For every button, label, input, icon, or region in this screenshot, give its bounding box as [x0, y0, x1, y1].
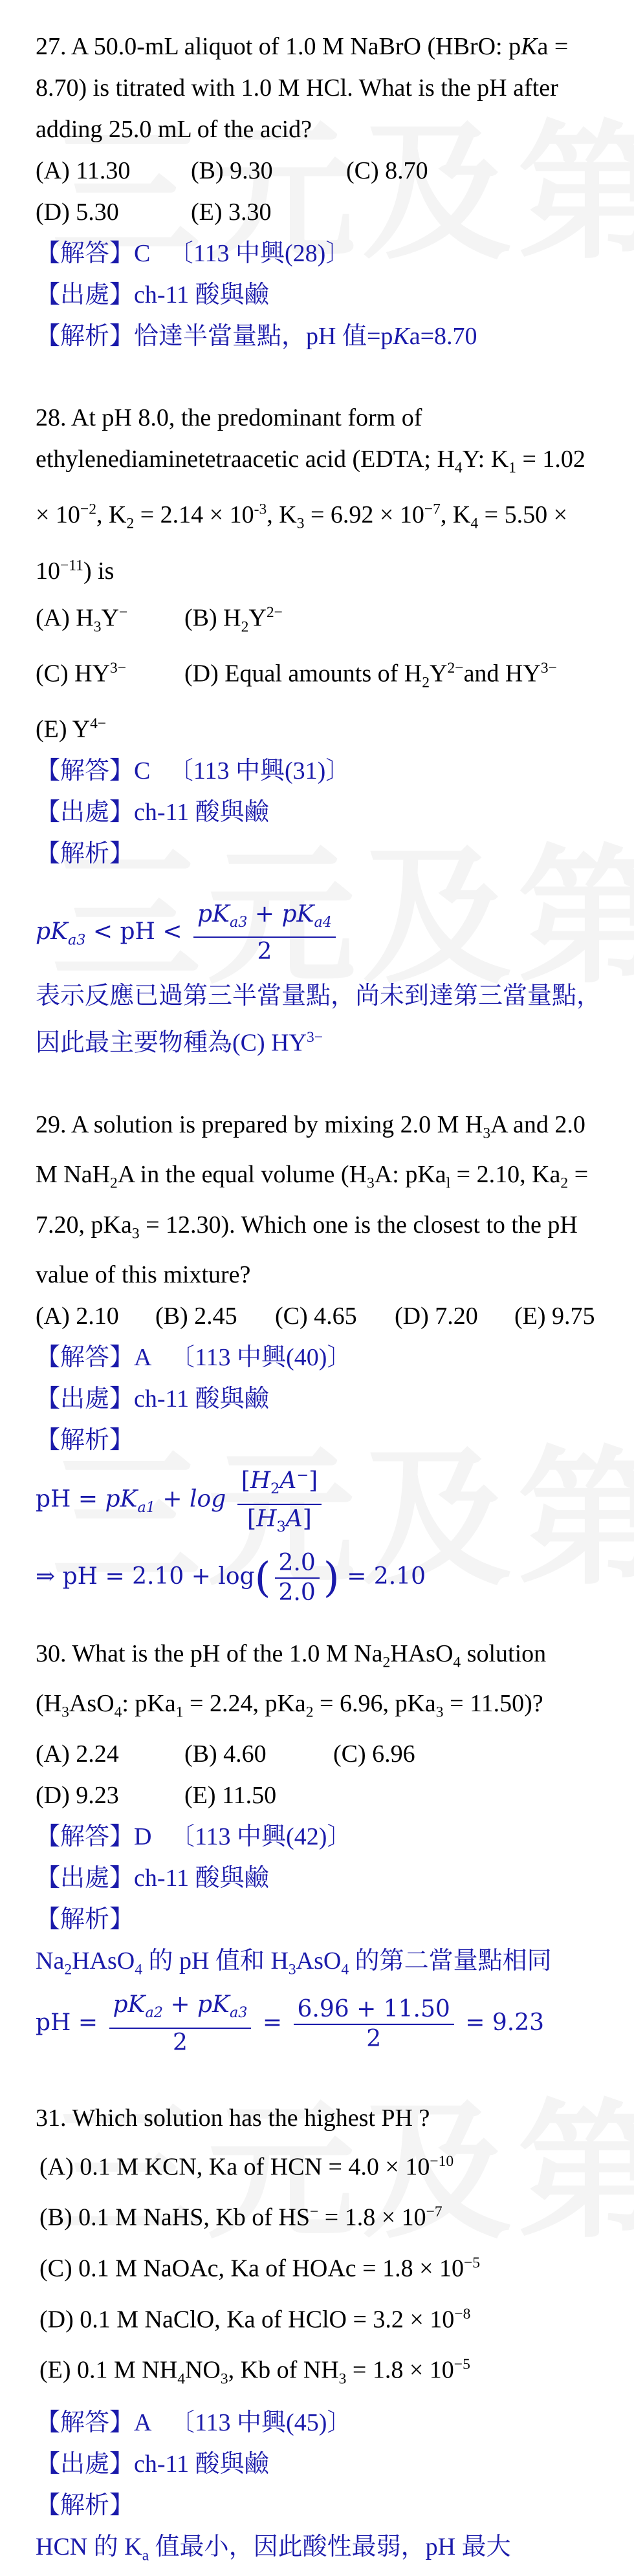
option: (E) 3.30	[191, 191, 272, 233]
eq-result: = 2.10	[347, 1563, 426, 1590]
option: (C) 0.1 M NaOAc, Ka of HOAc = $1.8 \times 10^{-5}$	[39, 2240, 605, 2291]
chapter: ch-11 酸與鹼	[134, 2451, 269, 2478]
source-label: 【出處】	[36, 1865, 134, 1892]
source-label: 【出處】	[36, 1385, 134, 1412]
analysis-label: 【解析】	[36, 1899, 605, 1940]
source-line	[36, 1857, 605, 1899]
option: (D) 5.30	[36, 191, 191, 233]
source-line	[36, 792, 605, 833]
source-line	[36, 2443, 605, 2485]
answer-line	[36, 1337, 605, 1378]
options-30	[36, 1733, 605, 1816]
option: (B) 0.1 M NaHS, Kb of $HS^- = 1.8 \times 10^{-7}$	[39, 2189, 605, 2240]
answer-value: D	[134, 1823, 151, 1850]
equation-henderson-result: ⇒ pH = 2.10 + log( $\frac{2.0}{2.0}$ ) = 2.10	[36, 1541, 605, 1614]
option: (B) 9.30	[191, 150, 346, 191]
exam-ref: 〔113 中興(28)〕	[169, 240, 350, 267]
exam-ref: 〔113 中興(45)〕	[170, 2409, 351, 2436]
option: (D) 9.23	[36, 1775, 184, 1816]
option: (A) 0.1 M KCN, Ka of HCN = $4.0 \times 10^{-10}$	[39, 2139, 605, 2190]
options-27	[36, 150, 605, 233]
question-28-text: 28. At pH 8.0, the predominant form of ethylenediaminetetraacetic acid (EDTA; $H_4Y$: $K_1 = 1.02 \times 10^{-2}$, $K_2 = 2.14 \times 10^{-3}$, $K_3 = 6.92 \times 10^{-7}$, $K_4 = 5.50 \times 10^{-11}$) is	[36, 404, 585, 585]
answer-label: 【解答】	[36, 1344, 134, 1371]
eq-den: 2.0	[275, 1579, 320, 1607]
option: (B) 2.45	[155, 1295, 275, 1337]
eq-den: 2	[362, 2025, 385, 2053]
question-29	[36, 1104, 605, 1296]
equation-henderson: pH = $pK_{a1} + \log$ $\frac{[H_2A^-]}{[H_3A]}$	[36, 1461, 605, 1541]
analysis-label: 【解析】	[36, 833, 605, 874]
question-30-text: 30. What is the pH of the 1.0 M $Na_2HAsO_4$ solution ($H_3AsO_4$: pKa$_1$ = 2.24, pKa$_2$ = 6.96, pKa$_3$ = 11.50)?	[36, 1640, 546, 1718]
source-line	[36, 274, 605, 316]
answer-value: A	[134, 2409, 151, 2436]
exam-ref: 〔113 中興(31)〕	[169, 757, 350, 785]
eq-result: = 9.23	[465, 2009, 544, 2036]
analysis-line	[36, 316, 605, 357]
chapter: ch-11 酸與鹼	[134, 281, 269, 308]
option: (D) 7.20	[395, 1295, 514, 1337]
question-27-text: 27. A 50.0-mL aliquot of 1.0 M NaBrO (HBrO: pKa = 8.70) is titrated with 1.0 M HCl. What is the pH after adding 25.0 mL of the acid?	[36, 33, 568, 143]
answer-line	[36, 1816, 605, 1857]
answer-value: C	[134, 757, 150, 785]
eq-num: 6.96 + 11.50	[294, 1995, 454, 2025]
answer-label: 【解答】	[36, 1823, 134, 1850]
option: (E) 11.50	[184, 1775, 276, 1816]
option: (A) 2.10	[36, 1295, 155, 1337]
question-27	[36, 26, 605, 150]
question-28	[36, 397, 605, 592]
equation-amphiprotic: pH = $\frac{pK_{a2} + pK_{a3}}{2}$ = $\frac{6.96 + 11.50}{2}$ = 9.23	[36, 1991, 605, 2057]
options-29	[36, 1295, 605, 1337]
option: (B) $H_2Y^{2-}$	[184, 592, 283, 647]
option: (C) 4.65	[275, 1295, 395, 1337]
exam-ref: 〔113 中興(40)〕	[170, 1344, 351, 1371]
analysis-text: 恰達半當量點，pH 值=pKa=8.70	[134, 323, 477, 350]
option: (D) 0.1 M NaClO, Ka of HClO = $3.2 \times 10^{-8}$	[39, 2291, 605, 2343]
question-31	[36, 2097, 605, 2139]
question-30	[36, 1633, 605, 1733]
eq-prefix: ⇒ pH = 2.10 + log	[36, 1563, 255, 1590]
option: (C) 8.70	[346, 150, 428, 191]
analysis-text: $Na_2HAsO_4$ 的 pH 值和 $H_3AsO_4$ 的第二當量點相同	[36, 1940, 605, 1991]
chapter: ch-11 酸與鹼	[134, 1385, 269, 1412]
options-28	[36, 592, 605, 750]
question-29-text: 29. A solution is prepared by mixing 2.0 M $H_3A$ and 2.0 M NaH$_2$A in the equal volume ($H_3A$: pKa$_l$ = 2.10, $Ka_2 = 7.20$, pKa$_3$ = 12.30). Which one is the closest to the pH value of this mixture?	[36, 1111, 588, 1289]
question-31-text: 31. Which solution has the highest PH ?	[36, 2105, 430, 2132]
option: (C) 6.96	[333, 1733, 415, 1775]
source-label: 【出處】	[36, 799, 134, 826]
analysis-label: 【解析】	[36, 323, 134, 350]
source-label: 【出處】	[36, 281, 134, 308]
option: (B) 4.60	[184, 1733, 333, 1775]
analysis-label: 【解析】	[36, 1420, 605, 1461]
options-31	[36, 2139, 605, 2402]
source-line	[36, 1378, 605, 1420]
option: (E) 9.75	[514, 1295, 595, 1337]
option: (A) 11.30	[36, 150, 191, 191]
answer-line	[36, 2402, 605, 2443]
answer-value: A	[134, 1344, 151, 1371]
option: (A) $H_3Y^-$	[36, 592, 184, 647]
chapter: ch-11 酸與鹼	[134, 799, 269, 826]
option: (E) $Y^{4-}$	[36, 703, 106, 750]
option: (C) $HY^{3-}$	[36, 647, 184, 695]
answer-line	[36, 750, 605, 792]
chapter: ch-11 酸與鹼	[134, 1865, 269, 1892]
answer-line	[36, 233, 605, 274]
equation-pka-range: $pK_{a3}$ < pH < $\frac{pK_{a3} + pK_{a4}}{2}$	[36, 900, 605, 969]
eq-num: 2.0	[275, 1549, 320, 1579]
option: (A) 2.24	[36, 1733, 184, 1775]
answer-value: C	[134, 240, 150, 267]
source-label: 【出處】	[36, 2451, 134, 2478]
analysis-text: HCN 的 $K_a$ 值最小，因此酸性最弱，pH 最大	[36, 2526, 605, 2576]
answer-label: 【解答】	[36, 240, 134, 267]
option: (E) 0.1 M $NH_4NO_3$, Kb of $NH_3 = 1.8 \times 10^{-5}$	[39, 2342, 605, 2401]
option: (D) Equal amounts of $H_2Y^{2-}and$ $HY^{3-}$	[184, 647, 557, 703]
answer-label: 【解答】	[36, 2409, 134, 2436]
analysis-label: 【解析】	[36, 2485, 605, 2526]
answer-label: 【解答】	[36, 757, 134, 785]
exam-ref: 〔113 中興(42)〕	[170, 1823, 351, 1850]
analysis-text: 表示反應已過第三半當量點，尚未到達第三當量點，因此最主要物種為(C) $HY^{3-}$	[36, 975, 605, 1064]
